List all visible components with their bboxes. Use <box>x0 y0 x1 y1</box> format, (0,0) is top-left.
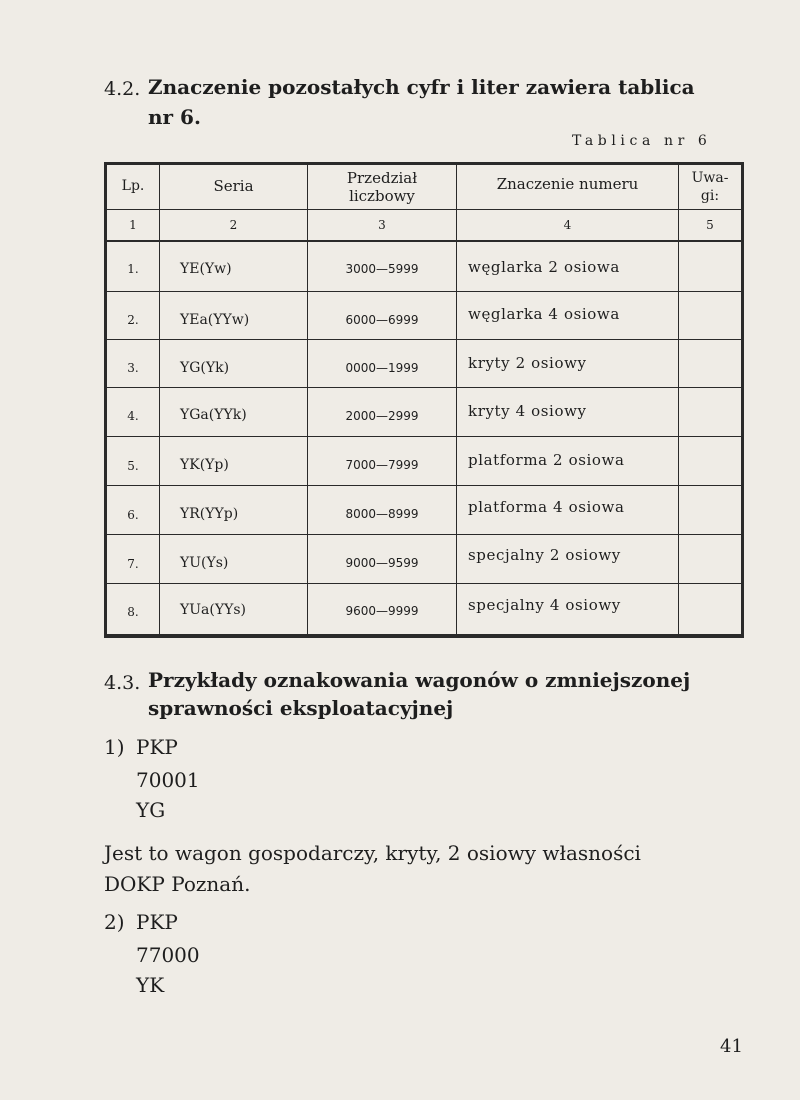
row-lp: 8. <box>127 605 139 619</box>
header-divider <box>104 209 744 210</box>
row-seria: YGa(YYk) <box>180 407 247 423</box>
row-range: 7000—7999 <box>345 458 419 472</box>
row-meaning: węglarka 2 osiowa <box>468 258 620 276</box>
table-bottom-border <box>104 634 744 638</box>
example-1-line1: PKP <box>136 735 178 759</box>
section-4-3-title-line2: sprawności eksploatacyjnej <box>148 696 454 720</box>
table-label: Tablica nr 6 <box>572 133 712 149</box>
header-przedzial-line1: Przedział <box>346 169 418 187</box>
row-lp: 7. <box>127 557 139 571</box>
column-divider <box>456 162 457 638</box>
row-meaning: specjalny 4 osiowy <box>468 596 621 614</box>
header-uwagi-line1: Uwa- <box>691 170 729 186</box>
row-divider <box>104 339 744 340</box>
row-meaning: kryty 2 osiowy <box>468 354 587 372</box>
section-4-3-number: 4.3. <box>104 672 141 694</box>
row-meaning: węglarka 4 osiowa <box>468 305 620 323</box>
section-4-3-title-line1: Przykłady oznakowania wagonów o zmniejszonej <box>148 668 691 692</box>
row-range: 8000—8999 <box>345 507 419 521</box>
column-number: 5 <box>706 218 714 232</box>
row-divider <box>104 534 744 535</box>
table-top-border <box>104 162 744 165</box>
header-seria: Seria <box>213 177 254 195</box>
column-number: 1 <box>129 218 137 232</box>
row-lp: 1. <box>127 262 139 276</box>
row-meaning: specjalny 2 osiowy <box>468 546 621 564</box>
row-divider <box>104 485 744 486</box>
row-lp: 6. <box>127 508 139 522</box>
row-divider <box>104 436 744 437</box>
section-4-2-title-line1: Znaczenie pozostałych cyfr i liter zawiera tablica <box>148 75 695 99</box>
example-1-line2: 70001 <box>136 768 200 792</box>
row-range: 6000—6999 <box>345 313 419 327</box>
example-1-description-line2: DOKP Poznań. <box>104 872 251 896</box>
header-lp: Lp. <box>121 178 145 194</box>
row-seria: YK(Yp) <box>180 457 229 473</box>
example-2-line1: PKP <box>136 910 178 934</box>
row-lp: 4. <box>127 409 139 423</box>
section-4-2-title-line2: nr 6. <box>148 105 201 129</box>
example-2-line2: 77000 <box>136 943 200 967</box>
row-seria: YR(YYp) <box>180 506 239 522</box>
row-lp: 3. <box>127 361 139 375</box>
row-seria: YEa(YYw) <box>180 312 250 328</box>
example-1-marker: 1) <box>104 735 125 759</box>
example-1-line3: YG <box>136 798 166 822</box>
example-2-marker: 2) <box>104 910 125 934</box>
row-divider <box>104 387 744 388</box>
section-4-2-number: 4.2. <box>104 78 141 100</box>
row-seria: YU(Ys) <box>180 555 229 571</box>
column-divider <box>159 162 160 638</box>
row-range: 0000—1999 <box>345 361 419 375</box>
row-range: 9000—9599 <box>345 556 419 570</box>
row-seria: YE(Yw) <box>180 261 232 277</box>
page-number: 41 <box>720 1036 743 1057</box>
row-seria: YUa(YYs) <box>180 602 246 618</box>
example-2-line3: YK <box>136 973 165 997</box>
column-number: 2 <box>229 218 238 232</box>
row-meaning: kryty 4 osiowy <box>468 402 587 420</box>
header-uwagi-line2: gi: <box>700 188 720 204</box>
row-divider <box>104 583 744 584</box>
row-lp: 5. <box>127 459 139 473</box>
example-1-description-line1: Jest to wagon gospodarczy, kryty, 2 osiowy własności <box>104 841 641 865</box>
column-divider <box>678 162 679 638</box>
row-range: 2000—2999 <box>345 409 419 423</box>
row-range: 9600—9999 <box>345 604 419 618</box>
header-przedzial-line2: liczbowy <box>349 187 415 205</box>
row-divider <box>104 291 744 292</box>
column-number: 3 <box>378 218 386 232</box>
header-divider <box>104 240 744 242</box>
row-meaning: platforma 4 osiowa <box>468 498 625 516</box>
column-number: 4 <box>563 218 572 232</box>
row-lp: 2. <box>127 313 139 327</box>
row-meaning: platforma 2 osiowa <box>468 451 625 469</box>
table-right-border <box>741 162 744 638</box>
row-range: 3000—5999 <box>345 262 419 276</box>
table-6 <box>104 162 744 638</box>
row-seria: YG(Yk) <box>180 360 230 376</box>
header-znaczenie: Znaczenie numeru <box>496 175 639 193</box>
